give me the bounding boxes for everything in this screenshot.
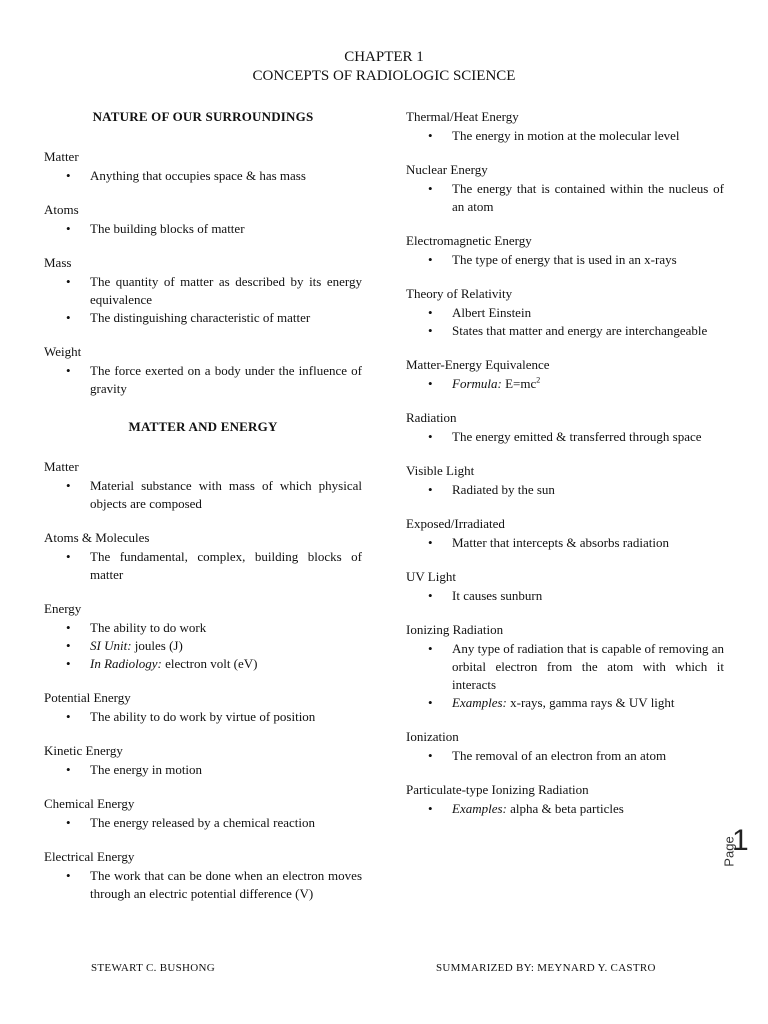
chapter-header [0,48,768,86]
term: Electrical Energy [44,849,135,864]
label-examples: Examples: [452,695,507,710]
entry [44,458,362,513]
term: Chemical Energy [44,796,135,811]
term: Exposed/Irradiated [406,516,505,531]
value-examples: x-rays, gamma rays & UV light [506,695,675,710]
definition: • The force exerted on a body under the influence of gravity [90,362,362,398]
definition: • The removal of an electron from an atom [452,747,724,765]
right-column [406,108,724,834]
left-column [44,108,362,919]
value-in-radiology: electron volt (eV) [161,656,258,671]
definition: • Material substance with mass of which physical objects are composed [90,477,362,513]
term: Matter [44,459,79,474]
value-formula: E=mc [501,376,537,391]
definition [90,655,362,673]
term: Nuclear Energy [406,162,488,177]
definition: • Anything that occupies space & has mass [90,167,362,185]
term: Electromagnetic Energy [406,233,532,248]
term: Weight [44,344,82,359]
definition: • Any type of radiation that is capable of removing an orbital electron from the atom with which it interacts [452,640,724,694]
label-formula: Formula: [452,376,502,391]
definition: • States that matter and energy are interchangeable [452,322,724,340]
page-number: 1 [732,824,749,857]
entry [406,728,724,765]
term: Mass [44,255,72,270]
definition: • The type of energy that is used in an x-rays [452,251,724,269]
entry [406,161,724,216]
term: Particulate-type Ionizing Radiation [406,782,589,797]
page-number-mark [720,822,760,882]
section-heading-surroundings: NATURE OF OUR SURROUNDINGS [92,109,314,124]
definition: • The ability to do work by virtue of position [90,708,362,726]
definition: • Radiated by the sun [452,481,724,499]
entry [406,409,724,446]
definition: • The ability to do work [90,619,362,637]
entry [406,108,724,145]
value-examples: alpha & beta particles [506,801,624,816]
entry [44,148,362,185]
definition: • Matter that intercepts & absorbs radiation [452,534,724,552]
entry [406,621,724,712]
definition: • The energy in motion at the molecular level [452,127,724,145]
term: Radiation [406,410,457,425]
definition: • The energy in motion [90,761,362,779]
definition: • The fundamental, complex, building blocks of matter [90,548,362,584]
chapter-title: CONCEPTS OF RADIOLOGIC SCIENCE [252,68,516,84]
label-si-unit: SI Unit: [90,638,132,653]
entry [406,515,724,552]
entry [406,285,724,340]
entry [44,600,362,673]
entry [44,795,362,832]
definition: • The energy released by a chemical reaction [90,814,362,832]
definition [90,637,362,655]
label-examples: Examples: [452,801,507,816]
definition [452,800,724,818]
entry [44,201,362,238]
definition: • The work that can be done when an electron moves through an electric potential difference (V) [90,867,362,903]
definition: • The energy emitted & transferred through space [452,428,724,446]
term: Ionizing Radiation [406,622,504,637]
term: UV Light [406,569,456,584]
definition [452,375,724,393]
term: Ionization [406,729,459,744]
term: Energy [44,601,82,616]
value-si-unit: joules (J) [131,638,183,653]
term: Atoms [44,202,79,217]
label-in-radiology: In Radiology: [90,656,162,671]
entry [44,529,362,584]
chapter-number: CHAPTER 1 [344,49,424,65]
section-heading-matter-energy: MATTER AND ENERGY [128,419,278,434]
entry [44,848,362,903]
entry [44,343,362,398]
footer-summarized-by: SUMMARIZED BY: MEYNARD Y. CASTRO [436,962,656,974]
definition: • The energy that is contained within the nucleus of an atom [452,180,724,216]
page-label: Page [721,836,737,867]
definition: • The distinguishing characteristic of matter [90,309,362,327]
entry [406,568,724,605]
footer-author: STEWART C. BUSHONG [91,962,216,974]
definition: • Albert Einstein [452,304,724,322]
term: Theory of Relativity [406,286,513,301]
entry [44,742,362,779]
entry [406,356,724,393]
entry [406,462,724,499]
definition: • The building blocks of matter [90,220,362,238]
definition [452,694,724,712]
definition: • The quantity of matter as described by its energy equivalence [90,273,362,309]
entry [44,689,362,726]
formula-exponent: 2 [536,375,541,385]
term: Atoms & Molecules [44,530,150,545]
entry [406,232,724,269]
term: Kinetic Energy [44,743,123,758]
term: Matter-Energy Equivalence [406,357,550,372]
definition: • It causes sunburn [452,587,724,605]
entry [406,781,724,818]
term: Matter [44,149,79,164]
term: Potential Energy [44,690,131,705]
term: Visible Light [406,463,475,478]
entry [44,254,362,327]
term: Thermal/Heat Energy [406,109,519,124]
